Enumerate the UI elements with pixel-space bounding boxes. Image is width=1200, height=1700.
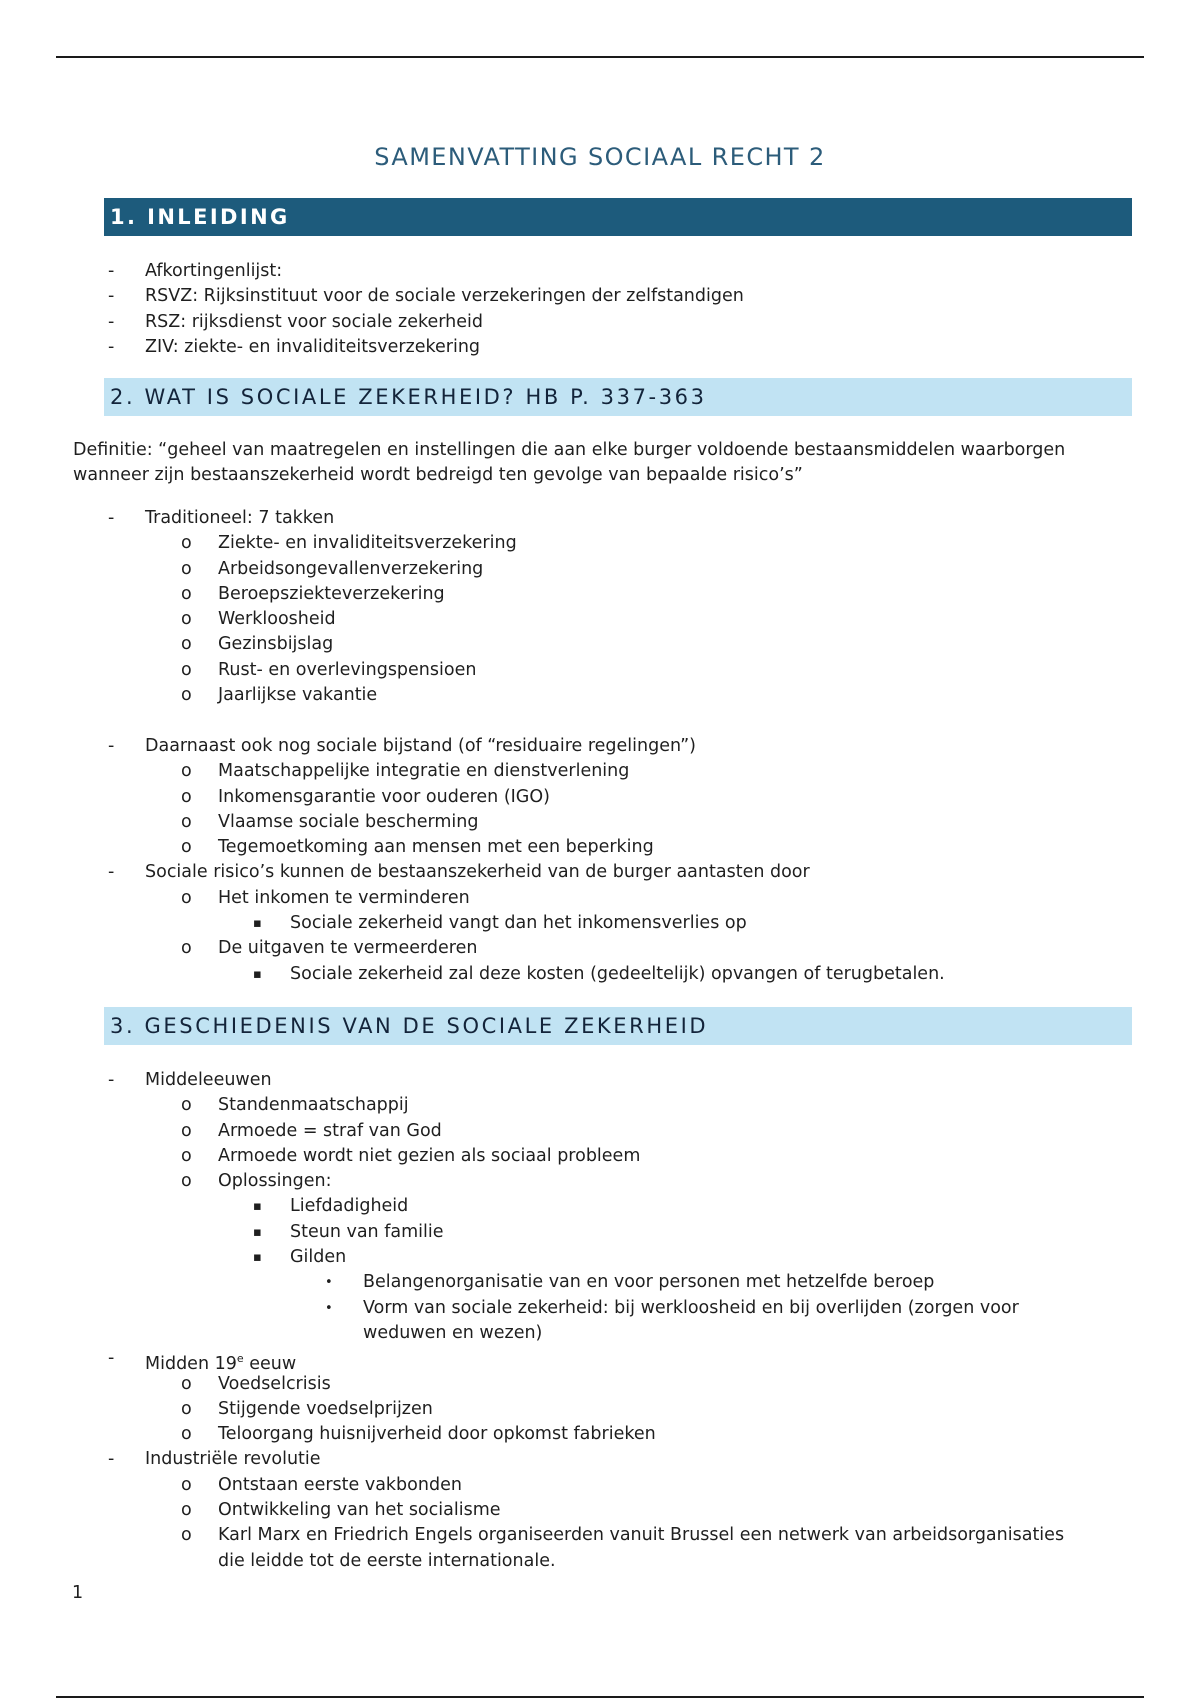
- list-item: o Maatschappelijke integratie en dienstverlening: [181, 761, 630, 782]
- section-title: WAT IS SOCIALE ZEKERHEID? HB P. 337-363: [144, 385, 707, 409]
- list-item-continuation: weduwen en wezen): [363, 1322, 543, 1343]
- list-item: ▪ Sociale zekerheid zal deze kosten (gedeeltelijk) opvangen of terugbetalen.: [253, 963, 945, 984]
- section-number: 1.: [110, 205, 138, 229]
- list-item: o Vlaamse sociale bescherming: [181, 811, 479, 832]
- section-heading-sociale-zekerheid: [104, 378, 1132, 416]
- list-item: o Ontstaan eerste vakbonden: [181, 1474, 462, 1495]
- list-item: o De uitgaven te vermeerderen: [181, 938, 478, 959]
- list-item: o Ziekte- en invaliditeitsverzekering: [181, 533, 517, 554]
- list-item: o Oplossingen:: [181, 1171, 332, 1192]
- list-item: • Vorm van sociale zekerheid: bij werkloosheid en bij overlijden (zorgen voor: [325, 1297, 1019, 1318]
- list-item: o Teloorgang huisnijverheid door opkomst fabrieken: [181, 1424, 656, 1445]
- list-item: o Het inkomen te verminderen: [181, 887, 470, 908]
- section-number: 3.: [110, 1014, 136, 1038]
- list-item: - ZIV: ziekte- en invaliditeitsverzekering: [108, 336, 481, 357]
- list-item: - Middeleeuwen: [108, 1070, 272, 1090]
- list-item: o Standenmaatschappij: [181, 1095, 409, 1116]
- list-item: o Karl Marx en Friedrich Engels organiseerden vanuit Brussel een netwerk van arbeidsorganisaties: [181, 1525, 1065, 1546]
- list-item: ▪ Steun van familie: [253, 1221, 444, 1242]
- list-item: o Ontwikkeling van het socialisme: [181, 1500, 501, 1521]
- list-item: o Voedselcrisis: [181, 1373, 331, 1394]
- list-item: - Daarnaast ook nog sociale bijstand (of “residuaire regelingen”): [108, 736, 697, 756]
- top-rule: [56, 56, 1144, 58]
- list-item: o Werkloosheid: [181, 609, 336, 630]
- list-item: o Jaarlijkse vakantie: [181, 685, 378, 706]
- list-item: - Sociale risico’s kunnen de bestaanszekerheid van de burger aantasten door: [108, 862, 810, 883]
- list-item: ▪ Liefdadigheid: [253, 1196, 409, 1217]
- section-title: GESCHIEDENIS VAN DE SOCIALE ZEKERHEID: [144, 1014, 709, 1038]
- page-number: 1: [72, 1583, 84, 1603]
- document-title: SAMENVATTING SOCIAAL RECHT 2: [374, 143, 826, 171]
- list-item: o Gezinsbijslag: [181, 634, 334, 655]
- intro-list: [0, 259, 1200, 360]
- section-number: 2.: [110, 385, 136, 409]
- list-item: o Beroepsziekteverzekering: [181, 583, 445, 604]
- definition-line: Definitie: “geheel van maatregelen en instellingen die aan elke burger voldoende bestaansmiddelen waarborgen: [73, 440, 1066, 460]
- list-item: o Stijgende voedselprijzen: [181, 1398, 433, 1419]
- list-item: • Belangenorganisatie van en voor personen met hetzelfde beroep: [325, 1272, 935, 1293]
- list-item: o Armoede wordt niet gezien als sociaal probleem: [181, 1145, 641, 1166]
- definition-paragraph: [73, 438, 1133, 489]
- list-item: - Afkortingenlijst:: [108, 261, 283, 281]
- takken-list: [0, 506, 1200, 708]
- list-item: o Rust- en overlevingspensioen: [181, 659, 477, 680]
- definition-line: wanneer zijn bestaanszekerheid wordt bedreigd ten gevolge van bepaalde risico’s”: [73, 465, 803, 486]
- list-item: - Industriële revolutie: [108, 1449, 321, 1470]
- list-item: - RSVZ: Rijksinstituut voor de sociale verzekeringen der zelfstandigen: [108, 286, 744, 307]
- geschiedenis-list: [0, 1068, 1200, 1574]
- list-item: o Arbeidsongevallenverzekering: [181, 558, 484, 579]
- section-heading-geschiedenis: [104, 1007, 1132, 1045]
- list-item: - Traditioneel: 7 takken: [108, 508, 335, 528]
- list-item: o Inkomensgarantie voor ouderen (IGO): [181, 786, 550, 807]
- list-item: o Tegemoetkoming aan mensen met een beperking: [181, 837, 654, 858]
- bijstand-list: [0, 734, 1200, 987]
- list-item-continuation: die leidde tot de eerste internationale.: [218, 1550, 556, 1571]
- section-heading-inleiding: [104, 198, 1132, 236]
- bottom-rule: [56, 1696, 1144, 1698]
- list-item: - RSZ: rijksdienst voor sociale zekerheid: [108, 311, 483, 332]
- list-item: ▪ Gilden: [253, 1247, 347, 1268]
- list-item: o Armoede = straf van God: [181, 1120, 442, 1141]
- list-item: - Midden 19e eeuw: [108, 1348, 297, 1375]
- section-title: INLEIDING: [147, 205, 290, 229]
- list-item: ▪ Sociale zekerheid vangt dan het inkomensverlies op: [253, 913, 747, 934]
